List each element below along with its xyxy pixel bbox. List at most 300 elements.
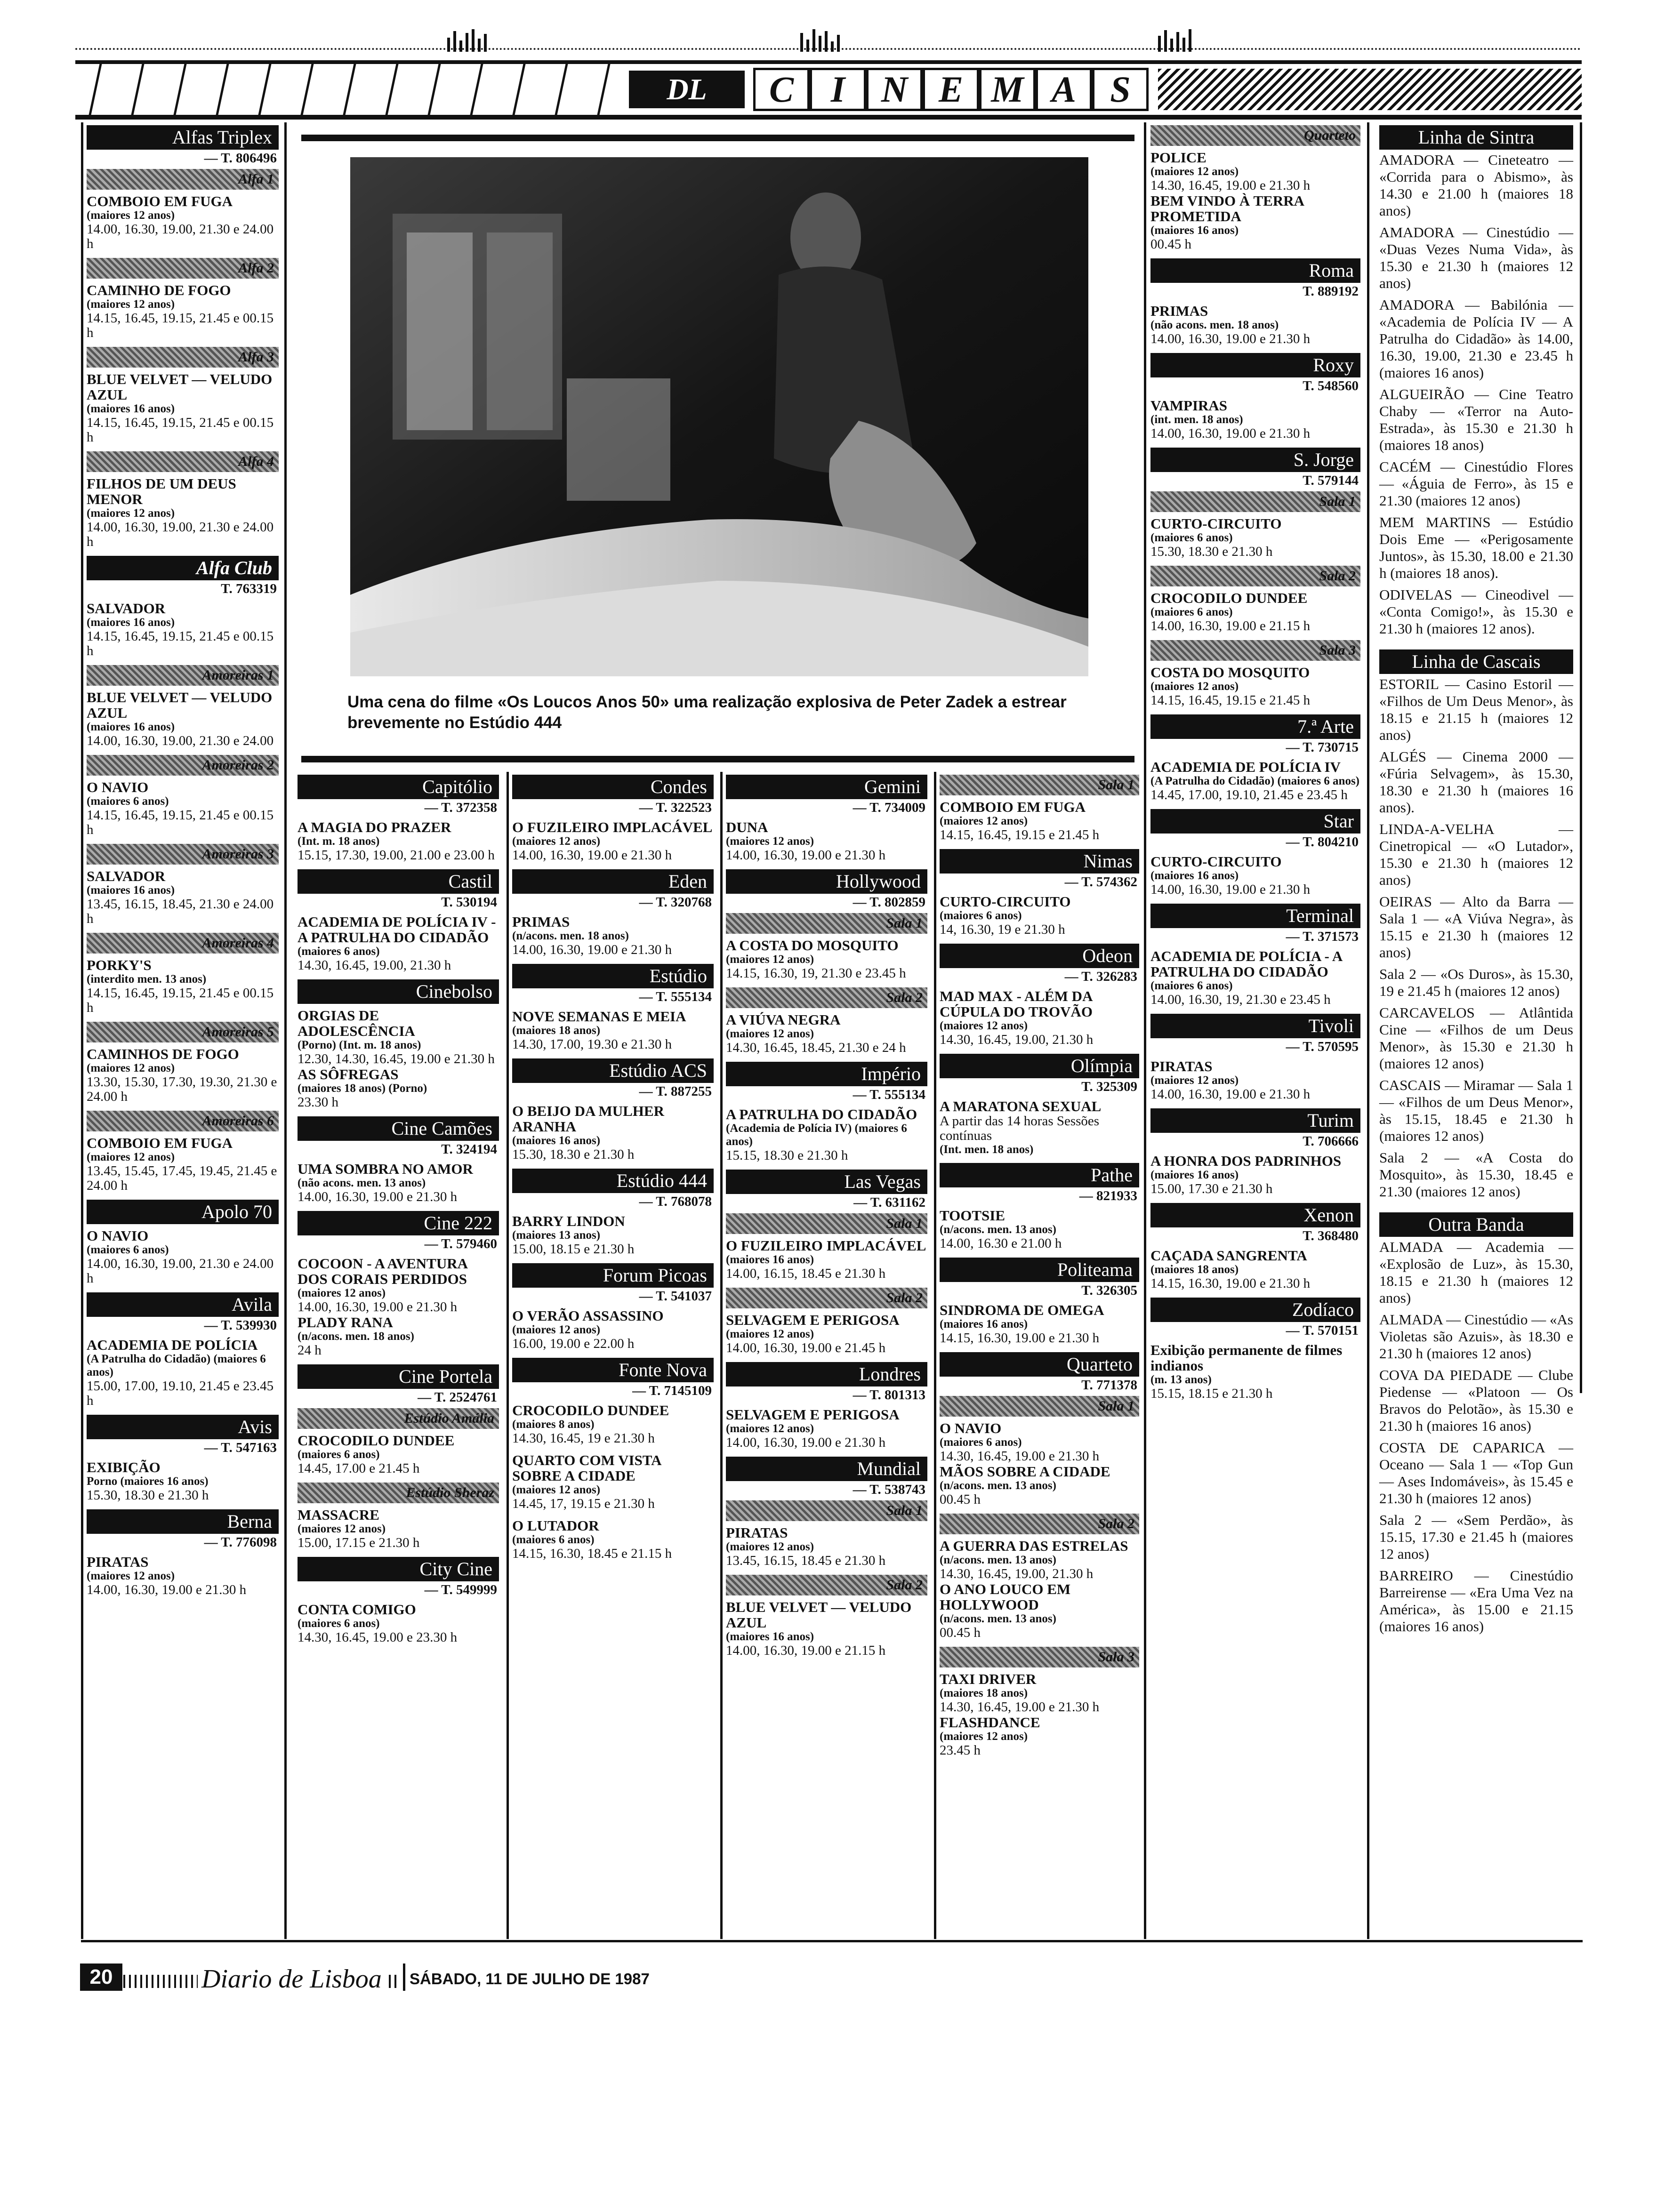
- listing: [940, 1208, 1139, 1251]
- section-letter-s: S: [1092, 68, 1149, 111]
- showtimes: 23.45 h: [940, 1743, 981, 1758]
- film-title: O ANO LOUCO EM HOLLYWOOD: [940, 1581, 1071, 1613]
- listings-column-1: [87, 122, 279, 1604]
- showtimes: 14.00, 16.30, 19.00 e 21.30 h: [1150, 882, 1311, 897]
- film-title: CURTO-CIRCUITO: [940, 893, 1071, 910]
- listing: [87, 1135, 279, 1193]
- cinema-header: Alfa Club: [87, 556, 279, 580]
- room-label: Sala 2: [726, 1575, 927, 1595]
- listing: [726, 938, 927, 981]
- column-rule: [284, 122, 287, 1939]
- column-rule: [934, 772, 936, 1939]
- showtimes: 15.00, 17.15 e 21.30 h: [298, 1535, 420, 1550]
- photo-caption: Uma cena do filme «Os Loucos Anos 50» uma realização explosiva de Peter Zadek a estrear brevemente no Estúdio 444: [347, 693, 1067, 732]
- showtimes: 14.00, 16.30, 19.00 e 21.30 h: [726, 1435, 886, 1450]
- room-label: Alfa 3: [87, 347, 279, 368]
- listing: [940, 1420, 1139, 1507]
- column-rule: [1580, 122, 1582, 1393]
- showtimes: 15.00, 17.00, 19.10, 21.45 e 23.45 h: [87, 1378, 274, 1408]
- film-title: O BEIJO DA MULHER ARANHA: [512, 1103, 664, 1135]
- room-label: Sala 2: [940, 1514, 1139, 1534]
- film-title: COMBOIO EM FUGA: [87, 193, 233, 209]
- listing: [87, 868, 279, 926]
- film-rating: (maiores 12 anos): [87, 1151, 175, 1163]
- film-rating: (maiores 6 anos): [1150, 979, 1233, 992]
- film-rating: (maiores 16 anos): [1150, 869, 1239, 882]
- film-rating: (maiores 12 anos): [87, 209, 175, 222]
- regional-listing: OEIRAS — Alto da Barra — Sala 1 — «A Viúva Negra», às 15.15 e 21.30 h (maiores 12 anos): [1379, 893, 1573, 961]
- bottom-rule: [81, 1940, 1583, 1942]
- showtimes: 14.15, 16.45, 19.15, 21.45 e 00.15 h: [87, 415, 274, 445]
- showtimes: 14, 16.30, 19 e 21.30 h: [940, 922, 1065, 937]
- listing: [512, 1518, 714, 1561]
- banner-hatching: [1158, 69, 1582, 110]
- listing: [1150, 590, 1360, 633]
- showtimes: 14.15, 16.45, 19.15, 21.45 e 00.15 h: [87, 311, 274, 340]
- showtimes: 14.00, 16.30, 19.00, 21.30 e 24.00 h: [87, 1256, 274, 1286]
- cinema-phone: — T. 806496: [204, 151, 277, 166]
- listing: [940, 1302, 1139, 1346]
- film-rating: (não acons. men. 13 anos): [298, 1177, 426, 1189]
- listings-column-4: [726, 772, 927, 1665]
- film-title: BLUE VELVET — VELUDO AZUL: [87, 371, 273, 403]
- cinema-phone: — T. 555134: [639, 989, 712, 1004]
- film-rating: (A Patrulha do Cidadão) (maiores 6 anos): [1150, 775, 1360, 787]
- session-note: A partir das 14 horas Sessões contínuas: [940, 1114, 1100, 1143]
- listing: [1150, 150, 1360, 252]
- listing: [1150, 1248, 1360, 1291]
- showtimes: 14.15, 16.30, 19.00 e 21.30 h: [940, 1330, 1100, 1346]
- cinema-phone: T. 771378: [1081, 1378, 1137, 1393]
- cinema-header: Zodíaco: [1150, 1298, 1360, 1322]
- cinema-phone: — T. 549999: [424, 1582, 497, 1597]
- room-label: Amoreiras 6: [87, 1111, 279, 1131]
- cinema-header: Apolo 70: [87, 1200, 279, 1224]
- listing: [1150, 1342, 1360, 1401]
- listing: [512, 1308, 714, 1351]
- showtimes: 15.00, 18.15 e 21.30 h: [512, 1242, 635, 1257]
- cinema-header: Londres: [726, 1362, 927, 1387]
- film-rating: (maiores 6 anos): [940, 1436, 1022, 1449]
- film-title: A HONRA DOS PADRINHOS: [1150, 1153, 1342, 1169]
- header-ornament-left: [447, 27, 487, 52]
- film-rating: (maiores 18 anos): [1150, 1263, 1239, 1276]
- film-rating: (maiores 12 anos): [726, 1540, 814, 1553]
- film-title: PRIMAS: [1150, 303, 1208, 319]
- film-title: ACADEMIA DE POLÍCIA IV: [1150, 759, 1341, 775]
- film-title: FILHOS DE UM DEUS MENOR: [87, 475, 236, 507]
- listing: [298, 1602, 499, 1645]
- film-title: BLUE VELVET — VELUDO AZUL: [726, 1599, 912, 1631]
- cinema-phone: T. 548560: [1303, 378, 1359, 393]
- film-rating: (maiores 16 anos): [87, 884, 175, 897]
- listing: [940, 988, 1139, 1047]
- film-rating: (maiores 16 anos): [726, 1253, 814, 1266]
- region-header-sintra: Linha de Sintra: [1379, 125, 1573, 150]
- listing: [512, 914, 714, 957]
- listing: [726, 1599, 927, 1658]
- showtimes: 14.30, 16.45, 19.00, 21.30 h: [298, 958, 451, 973]
- regional-listing: AMADORA — Cinestúdio — «Duas Vezes Numa Vida», às 15.30 e 21.30 h (maiores 12 anos): [1379, 224, 1573, 291]
- showtimes: 14.45, 17.00, 19.10, 21.45 e 23.45 h: [1150, 787, 1348, 802]
- column-rule: [720, 772, 723, 1939]
- film-rating: (maiores 6 anos): [298, 1617, 380, 1630]
- cinema-header: Estúdio 444: [512, 1169, 714, 1193]
- listing: [726, 1312, 927, 1355]
- film-rating: (Int. m. 18 anos): [298, 835, 380, 848]
- film-rating: (maiores 6 anos): [298, 945, 380, 958]
- listing: [87, 779, 279, 837]
- cinema-header: Fonte Nova: [512, 1358, 714, 1382]
- listing: [726, 1106, 927, 1163]
- listing: [87, 1337, 279, 1408]
- cinema-header: Eden: [512, 869, 714, 894]
- room-label: Alfa 2: [87, 258, 279, 279]
- listing: [87, 601, 279, 658]
- cinema-phone: — T. 372358: [424, 800, 497, 815]
- film-rating: (maiores 12 anos): [512, 1323, 601, 1336]
- listing: [87, 193, 279, 251]
- room-label: Amoreiras 1: [87, 665, 279, 686]
- showtimes: 14.30, 16.45, 19.00 e 21.30 h: [940, 1449, 1100, 1464]
- showtimes: 14.00, 16.30, 19, 21.30 e 23.45 h: [1150, 992, 1331, 1007]
- room-label: Sala 2: [726, 1288, 927, 1308]
- listing: [87, 476, 279, 549]
- cinema-phone: T. 889192: [1303, 284, 1359, 299]
- showtimes: 13.45, 16.15, 18.45 e 21.30 h: [726, 1553, 886, 1568]
- cinema-phone: — T. 776098: [204, 1535, 277, 1550]
- regional-listings-column: [1379, 122, 1573, 1640]
- cinema-header: Star: [1150, 809, 1360, 834]
- film-title: CURTO-CIRCUITO: [1150, 515, 1282, 532]
- film-rating: (n/acons. men. 18 anos): [512, 930, 629, 942]
- film-title: PIRATAS: [1150, 1058, 1213, 1074]
- cinema-header: Cine 222: [298, 1211, 499, 1235]
- film-title: PIRATAS: [726, 1524, 788, 1541]
- showtimes: 15.30, 18.30 e 21.30 h: [512, 1147, 635, 1162]
- showtimes: 14.00, 16.30, 19.00 e 21.30 h: [1150, 331, 1311, 346]
- listing: [726, 1407, 927, 1450]
- listing: [512, 819, 714, 863]
- listing: [1150, 948, 1360, 1007]
- film-title: O VERÃO ASSASSINO: [512, 1307, 664, 1324]
- showtimes: 15.15, 18.30 e 21.30 h: [726, 1148, 848, 1163]
- showtimes: 14.00, 16.30, 19.00 e 21.30 h: [87, 1582, 247, 1597]
- cinema-header: Mundial: [726, 1457, 927, 1481]
- film-rating: (maiores 12 anos): [726, 953, 814, 966]
- film-title: COMBOIO EM FUGA: [87, 1135, 233, 1151]
- listing: [726, 819, 927, 863]
- newspaper-title: Diario de Lisboa: [198, 1967, 386, 1991]
- cinema-header: Turim: [1150, 1108, 1360, 1133]
- page-number: 20: [80, 1964, 122, 1991]
- listing: [298, 1507, 499, 1550]
- film-rating: (maiores 12 anos): [940, 1019, 1028, 1032]
- film-title: ORGIAS DE ADOLESCÊNCIA: [298, 1007, 415, 1039]
- film-rating: (interdito men. 13 anos): [87, 973, 207, 986]
- showtimes: 14.30, 16.45, 18.45, 21.30 e 24 h: [726, 1040, 906, 1055]
- cinema-phone: — T. 539930: [204, 1318, 277, 1333]
- room-label: Amoreiras 3: [87, 844, 279, 865]
- film-title: A GUERRA DAS ESTRELAS: [940, 1538, 1128, 1554]
- film-rating: (maiores 12 anos): [512, 835, 601, 848]
- film-title: SALVADOR: [87, 868, 166, 884]
- showtimes: 14.15, 16.45, 19.15 e 21.45 h: [1150, 693, 1311, 708]
- film-title: BEM VINDO À TERRA PROMETIDA: [1150, 192, 1304, 224]
- regional-listing: CASCAIS — Miramar — Sala 1 — «Filhos de um Deus Menor», às 15.15, 18.45 e 21.30 h (maiores 12 anos): [1379, 1077, 1573, 1144]
- listings-column-5: [940, 772, 1139, 1764]
- film-title: PRIMAS: [512, 914, 570, 930]
- film-title: TAXI DRIVER: [940, 1671, 1037, 1687]
- showtimes: 14.30, 16.45, 19 e 21.30 h: [512, 1431, 655, 1446]
- film-title: O NAVIO: [940, 1420, 1002, 1436]
- showtimes: 13.30, 15.30, 17.30, 19.30, 21.30 e 24.00 h: [87, 1074, 277, 1104]
- film-title: ACADEMIA DE POLÍCIA IV - A PATRULHA DO CIDADÃO: [298, 914, 496, 946]
- showtimes: 14.15, 16.45, 19.15, 21.45 e 00.15 h: [87, 808, 274, 837]
- film-rating: (maiores 8 anos): [512, 1418, 595, 1431]
- film-title: O FUZILEIRO IMPLACÁVEL: [726, 1237, 926, 1254]
- header-ornament-middle: [800, 27, 840, 52]
- film-title: SALVADOR: [87, 600, 166, 617]
- room-label: Alfa 4: [87, 451, 279, 472]
- cinema-phone: T. 706666: [1303, 1134, 1359, 1149]
- film-rating: (maiores 12 anos): [1150, 1074, 1239, 1087]
- film-rating: (maiores 12 anos): [512, 1483, 601, 1496]
- listing: [1150, 398, 1360, 441]
- cinema-phone: — T. 802859: [853, 895, 925, 910]
- film-rating: (maiores 12 anos): [726, 1328, 814, 1340]
- room-label: Sala 1: [940, 1396, 1139, 1417]
- film-rating: (maiores 12 anos): [298, 1523, 386, 1535]
- regional-listing: LINDA-A-VELHA — Cinetropical — «O Lutador», 15.30 e 21.30 h (maiores 12 anos): [1379, 821, 1573, 888]
- cinema-phone: — T. 801313: [853, 1387, 925, 1403]
- room-label: Sala 3: [940, 1647, 1139, 1667]
- section-letter-c: C: [753, 68, 810, 111]
- listing: [512, 1403, 714, 1446]
- film-title: CAMINHO DE FOGO: [87, 282, 231, 298]
- film-rating: (maiores 12 anos): [87, 507, 175, 520]
- showtimes: 14.15, 16.30, 19, 21.30 e 23.45 h: [726, 966, 906, 981]
- showtimes: 12.30, 14.30, 16.45, 19.00 e 21.30 h: [298, 1051, 495, 1066]
- listings-column-6: [1150, 122, 1360, 1408]
- film-rating: (maiores 16 anos): [1150, 1169, 1239, 1181]
- film-title: MASSACRE: [298, 1507, 379, 1523]
- listing: [940, 1538, 1139, 1640]
- photo-top-rule: [301, 135, 1134, 141]
- room-label: Sala 3: [1150, 640, 1360, 661]
- cinema-header: Nimas: [940, 849, 1139, 874]
- column-rule: [507, 772, 509, 1939]
- listing: [940, 1098, 1139, 1156]
- film-rating: (Academia de Polícia IV) (maiores 6 anos): [726, 1122, 907, 1148]
- showtimes: 14.30, 16.45, 19.00, 21.30 h: [940, 1566, 1094, 1581]
- film-title: PLADY RANA: [298, 1314, 393, 1330]
- photo-bottom-rule: [301, 756, 1134, 762]
- regional-listing: BARREIRO — Cinestúdio Barreirense — «Era Uma Vez na América», às 15.00 e 21.15 (maiores 16 anos): [1379, 1567, 1573, 1635]
- showtimes: 14.30, 16.45, 19.00 e 21.30 h: [940, 1699, 1100, 1715]
- showtimes: 15.30, 18.30 e 21.30 h: [1150, 544, 1273, 559]
- film-title: CROCODILO DUNDEE: [298, 1432, 455, 1449]
- listing: [512, 1009, 714, 1052]
- room-label: Sala 1: [940, 775, 1139, 795]
- film-title: AS SÔFREGAS: [298, 1066, 399, 1082]
- film-title: COMBOIO EM FUGA: [940, 799, 1086, 815]
- showtimes: 00.45 h: [940, 1492, 981, 1507]
- showtimes: 15.00, 17.30 e 21.30 h: [1150, 1181, 1273, 1196]
- film-rating: (maiores 12 anos): [1150, 680, 1239, 693]
- film-rating: (n/acons. men. 13 anos): [940, 1554, 1056, 1566]
- cinema-phone: — T. 547163: [204, 1440, 277, 1455]
- regional-listing: ALGUEIRÃO — Cine Teatro Chaby — «Terror na Auto-Estrada», às 15.30 e 21.30 h (maiores 18 anos): [1379, 386, 1573, 453]
- film-title: A PATRULHA DO CIDADÃO: [726, 1106, 917, 1122]
- film-rating: (n/acons. men. 13 anos): [940, 1479, 1056, 1492]
- regional-listing: Sala 2 — «Os Duros», às 15.30, 19 e 21.45 h (maiores 12 anos): [1379, 966, 1573, 999]
- room-label: Quarteto: [1150, 125, 1360, 146]
- section-banner: [75, 60, 1582, 120]
- regional-listing: AMADORA — Cineteatro — «Corrida para o Abismo», às 14.30 e 21.00 h (maiores 18 anos): [1379, 152, 1573, 219]
- film-title: PIRATAS: [87, 1554, 149, 1570]
- cinema-phone: — T. 887255: [639, 1084, 712, 1099]
- listing: [726, 1525, 927, 1568]
- film-rating: (maiores 16 anos): [87, 616, 175, 629]
- cinema-phone: — T. 570151: [1286, 1323, 1359, 1338]
- film-rating: (maiores 16 anos): [1150, 224, 1239, 237]
- showtimes: 14.15, 16.45, 19.15, 21.45 e 00.15 h: [87, 986, 274, 1015]
- cinema-phone: — T. 730715: [1286, 740, 1359, 755]
- regional-listing: ODIVELAS — Cineodivel — «Conta Comigo!», às 15.30 e 21.30 h (maiores 12 anos).: [1379, 586, 1573, 637]
- film-rating: (maiores 18 anos): [512, 1024, 601, 1037]
- listing: [940, 894, 1139, 937]
- cinema-header: Quarteto: [940, 1352, 1139, 1377]
- film-rating: (maiores 6 anos): [1150, 606, 1233, 618]
- showtimes: 14.00, 16.30, 19.00 e 21.30 h: [298, 1189, 458, 1204]
- film-title: A COSTA DO MOSQUITO: [726, 937, 899, 954]
- cinema-phone: — T. 371573: [1286, 929, 1359, 944]
- showtimes: 15.15, 17.30, 19.00, 21.00 e 23.00 h: [298, 848, 495, 863]
- regional-listing: ALMADA — Cinestúdio — «As Violetas são Azuis», às 18.30 e 21.30 h (maiores 12 anos): [1379, 1311, 1573, 1362]
- film-title: COSTA DO MOSQUITO: [1150, 664, 1310, 681]
- listing: [87, 1554, 279, 1597]
- listing: [87, 1459, 279, 1503]
- film-rating: (Int. men. 18 anos): [940, 1143, 1034, 1156]
- showtimes: 00.45 h: [1150, 237, 1191, 252]
- listing: [1150, 1153, 1360, 1196]
- cinema-header: Condes: [512, 775, 714, 799]
- film-rating: (maiores 12 anos): [940, 1730, 1028, 1743]
- film-rating: (maiores 13 anos): [512, 1229, 601, 1242]
- cinema-phone: — T. 7145109: [632, 1383, 712, 1398]
- film-rating: (maiores 16 anos): [87, 402, 175, 415]
- listing: [726, 1012, 927, 1055]
- room-label: Sala 1: [1150, 491, 1360, 512]
- listing: [1150, 854, 1360, 897]
- showtimes: 14.00, 16.30, 19.00 e 21.30 h: [1150, 1087, 1311, 1102]
- cinema-phone: T. 368480: [1303, 1228, 1359, 1243]
- film-rating: (Porno) (Int. m. 18 anos): [298, 1039, 421, 1051]
- listing: [940, 799, 1139, 842]
- film-title: DUNA: [726, 819, 768, 835]
- film-title: O LUTADOR: [512, 1517, 599, 1534]
- listing: [87, 1228, 279, 1286]
- film-title: ACADEMIA DE POLÍCIA - A PATRULHA DO CIDADÃO: [1150, 948, 1342, 980]
- showtimes: 14.15, 16.30, 19.00 e 21.30 h: [1150, 1276, 1311, 1291]
- cinema-phone: T. 763319: [221, 581, 277, 596]
- film-rating: (maiores 18 anos): [940, 1687, 1028, 1699]
- cinema-phone: T. 325309: [1081, 1079, 1137, 1094]
- film-rating: (maiores 6 anos): [87, 1243, 169, 1256]
- regional-listing: Sala 2 — «Sem Perdão», às 15.15, 17.30 e 21.45 h (maiores 12 anos): [1379, 1512, 1573, 1562]
- room-label: Sala 2: [726, 987, 927, 1008]
- regional-listing: ALGÉS — Cinema 2000 — «Fúria Selvagem», às 15.30, 18.30 e 21.30 h (maiores 16 anos).: [1379, 748, 1573, 816]
- cinema-phone: — T. 570595: [1286, 1039, 1359, 1054]
- section-letter-n: N: [866, 68, 923, 111]
- cinema-phone: — T. 734009: [853, 800, 925, 815]
- listing: [512, 1103, 714, 1162]
- cinema-header: Cine Camões: [298, 1116, 499, 1141]
- showtimes: 14.00, 16.30, 19.00, 21.30 e 24.00: [87, 733, 274, 748]
- film-title: NOVE SEMANAS E MEIA: [512, 1008, 686, 1025]
- listing: [298, 1161, 499, 1204]
- column-rule: [1144, 122, 1146, 1939]
- film-title: CURTO-CIRCUITO: [1150, 853, 1282, 870]
- showtimes: 15.30, 18.30 e 21.30 h: [87, 1488, 209, 1503]
- film-rating: (m. 13 anos): [1150, 1373, 1212, 1386]
- film-rating: (maiores 12 anos): [726, 1027, 814, 1040]
- room-label: Amoreiras 2: [87, 755, 279, 776]
- film-rating: (maiores 16 anos): [87, 721, 175, 733]
- film-title: VAMPIRAS: [1150, 397, 1228, 414]
- film-rating: (maiores 6 anos): [298, 1448, 380, 1461]
- showtimes: 14.45, 17, 19.15 e 21.30 h: [512, 1496, 655, 1511]
- cinema-header: Avis: [87, 1415, 279, 1439]
- cinema-header: Castil: [298, 869, 499, 894]
- footer-divider: [403, 1964, 405, 1991]
- cinema-phone: — T. 320768: [639, 895, 712, 910]
- cinema-phone: — T. 2524761: [418, 1390, 497, 1405]
- film-title: PORKY'S: [87, 957, 152, 973]
- film-title: BLUE VELVET — VELUDO AZUL: [87, 689, 273, 721]
- cinema-phone: — T. 579460: [424, 1236, 497, 1251]
- listing: [1150, 759, 1360, 802]
- cinema-header: Capitólio: [298, 775, 499, 799]
- film-title: MÃOS SOBRE A CIDADE: [940, 1463, 1110, 1480]
- film-title: SELVAGEM E PERIGOSA: [726, 1312, 900, 1328]
- showtimes: 13.45, 15.45, 17.45, 19.45, 21.45 e 24.00 h: [87, 1163, 277, 1193]
- room-label: Sala 2: [1150, 566, 1360, 586]
- showtimes: 15.15, 18.15 e 21.30 h: [1150, 1386, 1273, 1401]
- cinema-phone: — T. 768078: [639, 1194, 712, 1209]
- listing: [726, 1238, 927, 1281]
- showtimes: 14.00, 16.30, 19.00 e 21.30 h: [512, 942, 672, 957]
- cinema-header: Hollywood: [726, 869, 927, 894]
- film-rating: (maiores 12 anos): [87, 1570, 175, 1582]
- film-title: UMA SOMBRA NO AMOR: [298, 1161, 473, 1177]
- section-letter-i: I: [810, 68, 866, 111]
- listing: [87, 689, 279, 748]
- listing: [298, 914, 499, 973]
- cinema-header: Tivoli: [1150, 1014, 1360, 1038]
- film-title: CROCODILO DUNDEE: [1150, 590, 1308, 606]
- cinema-phone: T. 326305: [1081, 1283, 1137, 1298]
- cinema-header: Odeon: [940, 944, 1139, 968]
- film-title: CROCODILO DUNDEE: [512, 1402, 669, 1419]
- cinema-header: Xenon: [1150, 1203, 1360, 1227]
- room-label: Estúdio Sheraz: [298, 1483, 499, 1503]
- film-rating: (maiores 16 anos): [940, 1318, 1028, 1330]
- film-title: O NAVIO: [87, 1227, 149, 1244]
- listings-column-3: [512, 772, 714, 1568]
- cinema-header: Politeama: [940, 1258, 1139, 1282]
